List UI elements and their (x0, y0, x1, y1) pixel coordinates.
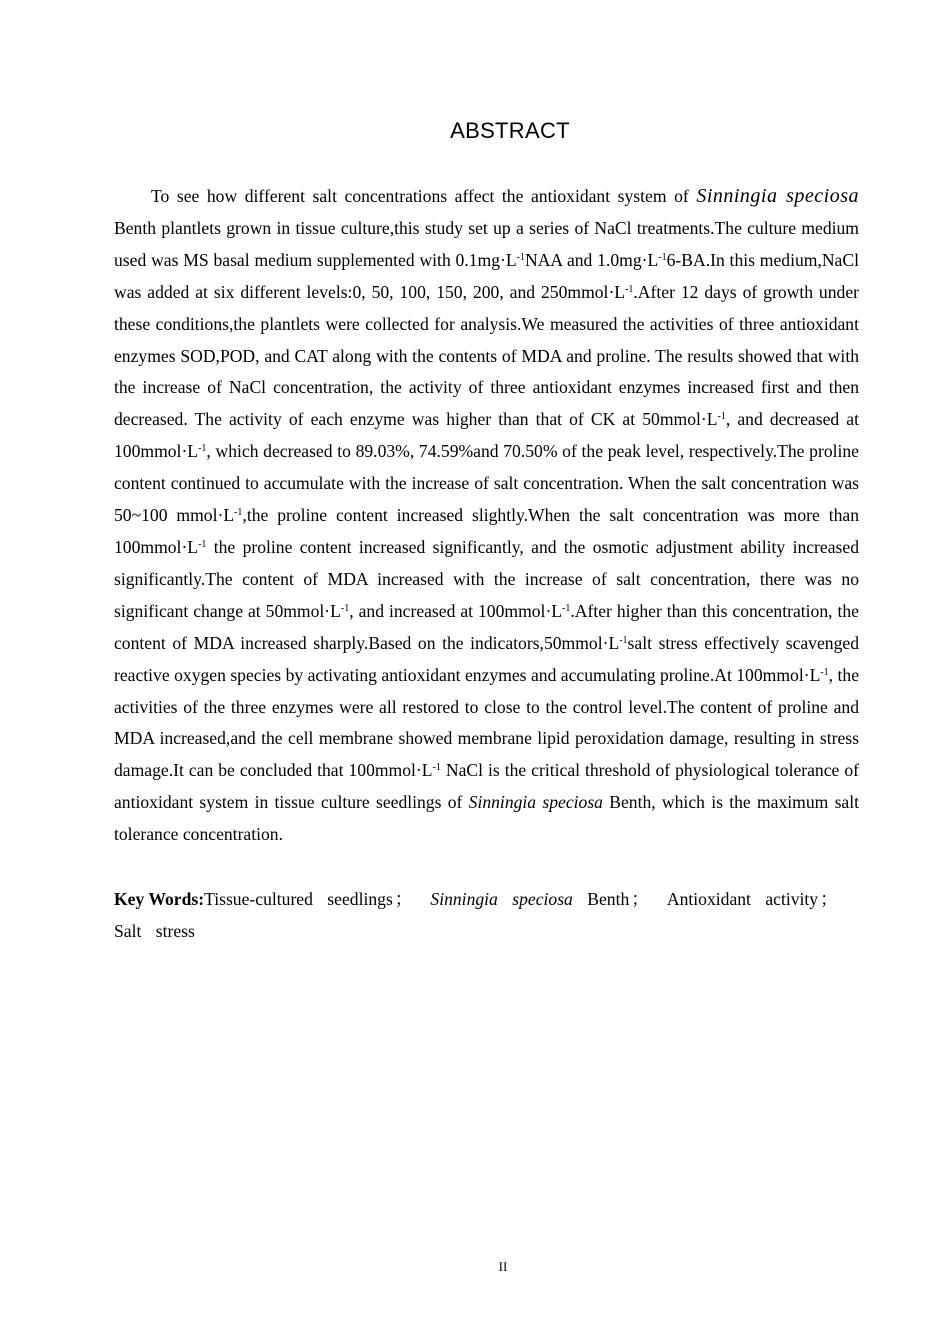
abstract-text: Benth, which is the maximum salt tolerance concentration. (114, 792, 860, 845)
abstract-text: NAA and 1.0mg·L (524, 249, 659, 270)
keyword-item: Tissue-cultured seedlings (204, 889, 393, 909)
abstract-text: To see how different salt concentrations affect the antioxidant system of (151, 186, 697, 206)
exponent: -1 (717, 411, 726, 423)
exponent: -1 (516, 251, 525, 263)
abstract-text: , which decreased to 89.03%, 74.59%and 70.50% of the peak level, respectively.The proline content continued to accumulate with the increase of salt concentration. When the salt concentration was 50~100 mmol·L (114, 441, 859, 526)
abstract-text: salt stress effectively scavenged reactive oxygen species by activating antioxidant enzymes and accumulating proline.At 100mmol·L (114, 632, 859, 685)
exponent: -1 (234, 507, 243, 519)
abstract-text: , and increased at 100mmol·L (349, 600, 563, 621)
abstract-text: the proline content increased significantly, and the osmotic adjustment ability increased significantly.The content of MDA increased with the increase of salt concentration, there was no significant change at 50mmol·L (114, 536, 859, 621)
keywords-line (114, 883, 859, 947)
abstract-paragraph (114, 181, 859, 851)
keyword-item: Antioxidant activity (666, 889, 819, 909)
exponent: -1 (432, 762, 441, 774)
keywords-label: Key Words: (114, 889, 205, 909)
exponent: -1 (198, 538, 207, 550)
exponent: -1 (658, 251, 667, 263)
abstract-text: NaCl is the critical threshold of physiological tolerance of antioxidant system in tissue culture seedlings of (114, 760, 859, 813)
abstract-text: ,the proline content increased slightly.When the salt concentration was more than 100mmol·L (114, 505, 859, 557)
abstract-text: , and decreased at 100mmol·L (114, 409, 859, 462)
keyword-species: Sinningia speciosa (430, 889, 573, 909)
abstract-text: .After 12 days of growth under these conditions,the plantlets were collected for analysis.We measured the activities of three antioxidant enzymes SOD,POD, and CAT along with the contents of MDA and proline. The results showed that with the increase of NaCl concentration, the activity of three antioxidant enzymes increased first and then decreased. The activity of each enzyme was higher than that of CK at 50mmol·L (114, 281, 859, 430)
exponent: -1 (820, 666, 829, 678)
keyword-separator: ； (394, 889, 413, 909)
keyword-separator: ； (631, 889, 649, 909)
exponent: -1 (198, 443, 207, 455)
abstract-text: , the activities of the three enzymes were all restored to close to the control level.The content of proline and MDA increased,and the cell membrane showed membrane lipid peroxidation damage, resulting in stress damage.It can be concluded that 100mmol·L (114, 664, 859, 781)
abstract-text: Benth plantlets grown in tissue culture,this study set up a series of NaCl treatments.The culture medium used was MS basal medium supplemented with 0.1mg·L (114, 217, 859, 270)
exponent: -1 (340, 602, 350, 614)
page-number: II (498, 1259, 508, 1274)
exponent: -1 (619, 634, 628, 646)
exponent: -1 (562, 602, 571, 614)
abstract-text: 6-BA.In this medium,NaCl was added at six different levels:0, 50, 100, 150, 200, and 250mmol·L (114, 249, 859, 302)
species-name: Sinningia speciosa (696, 185, 860, 207)
abstract-text: .After higher than this concentration, the content of MDA increased sharply.Based on the indicators,50mmol·L (114, 600, 859, 653)
keyword-separator: ； (820, 889, 838, 909)
exponent: -1 (625, 283, 634, 295)
keyword-item: Salt stress (114, 921, 195, 941)
species-name: Sinningia speciosa (468, 792, 603, 813)
abstract-title: ABSTRACT (450, 118, 570, 143)
keyword-item: Benth (572, 889, 630, 909)
